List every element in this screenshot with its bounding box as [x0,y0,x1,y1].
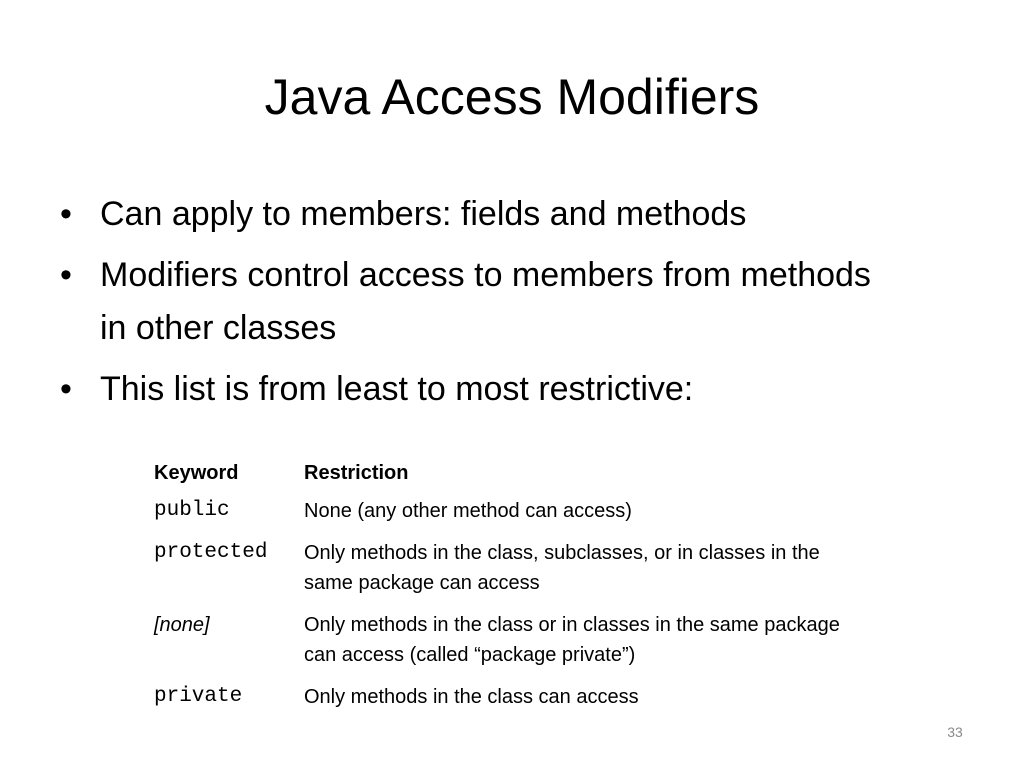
table-row [154,682,874,712]
bullet-text: Can apply to members: fields and methods [100,195,747,233]
access-modifier-table [154,458,874,724]
table-row [154,496,874,526]
bullet-dot-icon: • [60,370,72,408]
restriction-cell: Only methods in the class can access [304,686,639,708]
keyword-cell: private [154,685,243,708]
bullet-text: Modifiers control access to members from methods in other classes [100,256,871,347]
table-row [154,610,874,670]
bullet-dot-icon: • [60,195,72,233]
keyword-cell: public [154,499,230,522]
bullet-item [56,363,956,416]
restriction-cell: None (any other method can access) [304,500,632,522]
table-header-row [154,458,874,488]
restriction-cell: Only methods in the class or in classes in the same package can access (called “package private”) [304,614,840,666]
bullet-item [56,249,956,355]
slide-title: Java Access Modifiers [264,69,760,125]
restriction-cell: Only methods in the class, subclasses, or in classes in the same package can access [304,542,820,594]
table-row [154,538,874,598]
bullet-text: This list is from least to most restrictive: [100,370,694,408]
restriction-column-header: Restriction [304,462,409,484]
keyword-cell: [none] [154,614,210,636]
keyword-column-header: Keyword [154,462,239,484]
bullet-item [56,188,956,241]
keyword-cell: protected [154,541,268,564]
bullet-list [56,188,956,424]
page-number: 33 [947,724,963,740]
bullet-dot-icon: • [60,256,72,294]
